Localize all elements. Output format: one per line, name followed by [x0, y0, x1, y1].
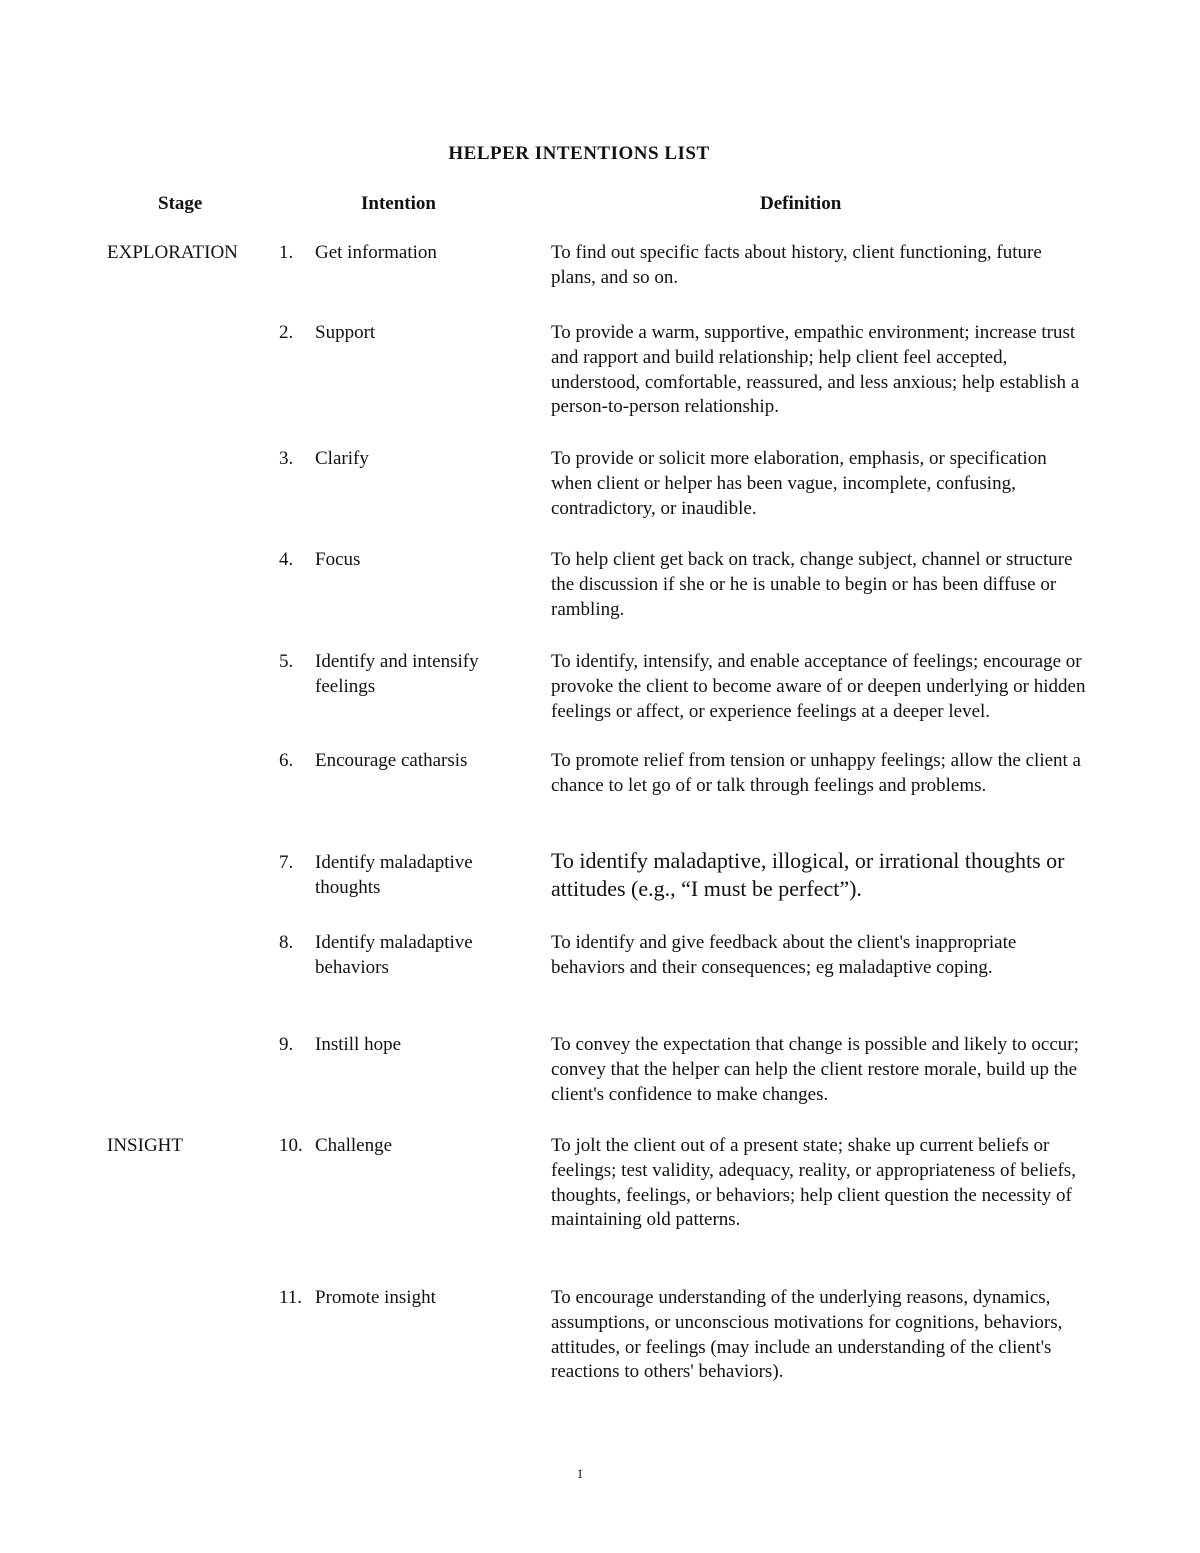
- intention-number: 9.: [279, 1034, 294, 1055]
- intention-name: Instill hope: [315, 1034, 402, 1055]
- intention-name: Focus: [315, 549, 361, 570]
- header-stage: Stage: [158, 193, 203, 214]
- stage-label: INSIGHT: [107, 1135, 183, 1156]
- intention-name: Support: [315, 322, 376, 343]
- intention-name: Challenge: [315, 1135, 393, 1156]
- intention-number: 11.: [279, 1287, 303, 1308]
- intention-definition: To provide a warm, supportive, empathic environment; increase trust and rapport and build relationship; help client feel accepted, understood, comfortable, reassured, and less anxious; help establish a person-to-person relationship.: [551, 322, 1080, 418]
- header-definition: Definition: [760, 193, 842, 214]
- page-number: 1: [576, 1466, 584, 1481]
- intention-name: Clarify: [315, 448, 369, 469]
- intention-definition: To identify maladaptive, illogical, or irrational thoughts or attitudes (e.g., “I must be perfect”).: [551, 848, 1065, 901]
- intention-name: Identify maladaptive thoughts: [315, 852, 473, 898]
- page-title: HELPER INTENTIONS LIST: [448, 143, 710, 164]
- intention-number: 2.: [279, 322, 294, 343]
- intention-definition: To jolt the client out of a present state; shake up current beliefs or feelings; test validity, adequacy, reality, or appropriateness of beliefs, thoughts, feelings, or behaviors; help client question the necessity of maintaining old patterns.: [551, 1135, 1076, 1231]
- intention-name: Promote insight: [315, 1287, 436, 1308]
- header-intention: Intention: [361, 193, 436, 214]
- intention-definition: To find out specific facts about history, client functioning, future plans, and so on.: [551, 242, 1042, 288]
- intention-definition: To identify and give feedback about the client's inappropriate behaviors and their consequences; eg maladaptive coping.: [551, 932, 1017, 978]
- intention-number: 10.: [279, 1135, 303, 1156]
- intention-name: Identify maladaptive behaviors: [315, 932, 473, 978]
- intention-number: 1.: [279, 242, 294, 263]
- intention-number: 3.: [279, 448, 294, 469]
- intention-number: 7.: [279, 852, 294, 873]
- intention-name: Identify and intensify feelings: [315, 651, 479, 697]
- intention-number: 8.: [279, 932, 294, 953]
- intention-definition: To provide or solicit more elaboration, emphasis, or specification when client or helper has been vague, incomplete, confusing, contradictory, or inaudible.: [551, 448, 1047, 519]
- intention-definition: To convey the expectation that change is possible and likely to occur; convey that the helper can help the client restore morale, build up the client's confidence to make changes.: [551, 1034, 1079, 1105]
- intention-definition: To identify, intensify, and enable acceptance of feelings; encourage or provoke the client to become aware of or deepen underlying or hidden feelings or affect, or experience feelings at a deeper level.: [551, 651, 1086, 722]
- intention-number: 4.: [279, 549, 294, 570]
- intention-name: Encourage catharsis: [315, 750, 468, 771]
- intention-number: 5.: [279, 651, 294, 672]
- stage-label: EXPLORATION: [107, 242, 238, 263]
- intention-number: 6.: [279, 750, 294, 771]
- intention-definition: To help client get back on track, change subject, channel or structure the discussion if she or he is unable to begin or has been diffuse or rambling.: [551, 549, 1073, 620]
- intention-definition: To encourage understanding of the underlying reasons, dynamics, assumptions, or unconscious motivations for cognitions, behaviors, attitudes, or feelings (may include an understanding of the client's reactions to others' behaviors).: [551, 1287, 1063, 1383]
- intention-name: Get information: [315, 242, 437, 263]
- intention-definition: To promote relief from tension or unhappy feelings; allow the client a chance to let go of or talk through feelings and problems.: [551, 750, 1081, 796]
